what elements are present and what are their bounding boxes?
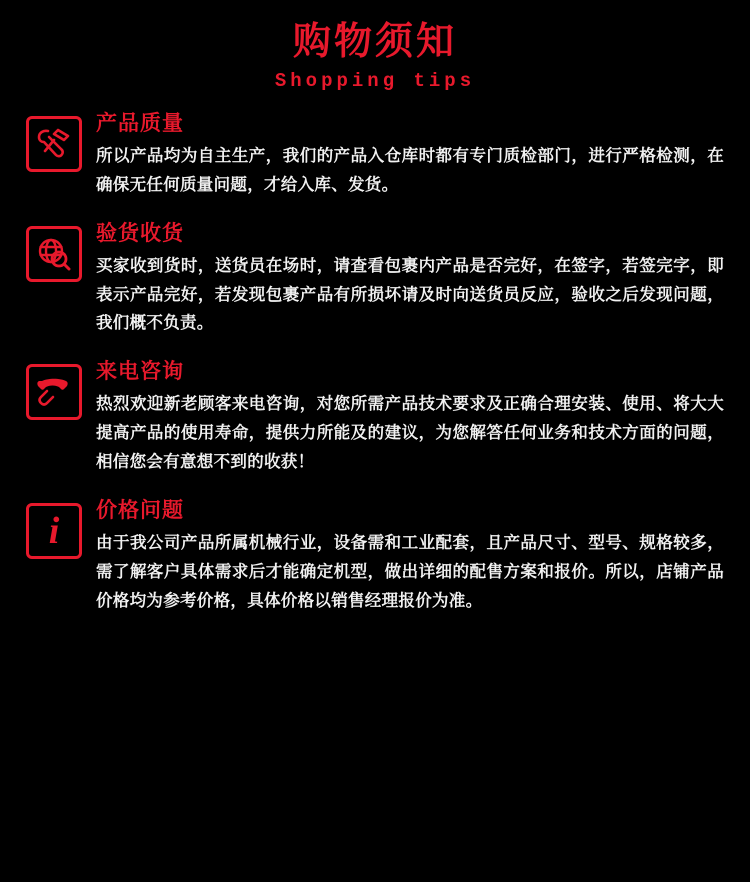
tip-item-phone-consultation xyxy=(26,360,724,477)
tips-list xyxy=(0,112,750,616)
tip-title: 价格问题 xyxy=(96,499,184,523)
tip-title: 来电咨询 xyxy=(96,360,184,384)
tip-item-inspection xyxy=(26,222,724,339)
tip-text: 由于我公司产品所属机械行业，设备需和工业配套，且产品尺寸、型号、规格较多，需了解客户具体需求后才能确定机型，做出详细的配售方案和报价。所以，店铺产品价格均为参考价格，具体价格以销售经理报价为准。 xyxy=(96,534,724,610)
globe-magnifier-icon xyxy=(26,226,82,282)
page-title: 购物须知 xyxy=(292,21,457,63)
tip-text: 所以产品均为自主生产，我们的产品入仓库时都有专门质检部门，进行严格检测，在确保无任何质量问题，才给入库、发货。 xyxy=(96,146,724,194)
tip-item-product-quality xyxy=(26,112,724,200)
page-header xyxy=(0,0,750,92)
information-glyph: i xyxy=(48,510,60,553)
tip-text: 买家收到货时，送货员在场时，请查看包裹内产品是否完好，在签字，若签完字，即表示产品完好，若发现包裹产品有所损坏请及时向送货员反应，验收之后发现问题，我们概不负责。 xyxy=(96,256,724,333)
tip-body xyxy=(96,360,724,477)
tip-body xyxy=(96,222,724,339)
tip-body xyxy=(96,499,724,616)
tip-body xyxy=(96,112,724,200)
tip-title: 验货收货 xyxy=(96,221,184,245)
telephone-handset-icon xyxy=(26,364,82,420)
page-subtitle: Shopping tips xyxy=(274,69,476,92)
tools-wrench-hammer-icon xyxy=(26,116,82,172)
tip-text: 热烈欢迎新老顾客来电咨询，对您所需产品技术要求及正确合理安装、使用、将大大提高产品的使用寿命，提供力所能及的建议，为您解答任何业务和技术方面的问题，相信您会有意想不到的收获！ xyxy=(96,395,724,472)
information-icon xyxy=(26,503,82,559)
tip-title: 产品质量 xyxy=(96,111,184,135)
tip-item-price xyxy=(26,499,724,616)
